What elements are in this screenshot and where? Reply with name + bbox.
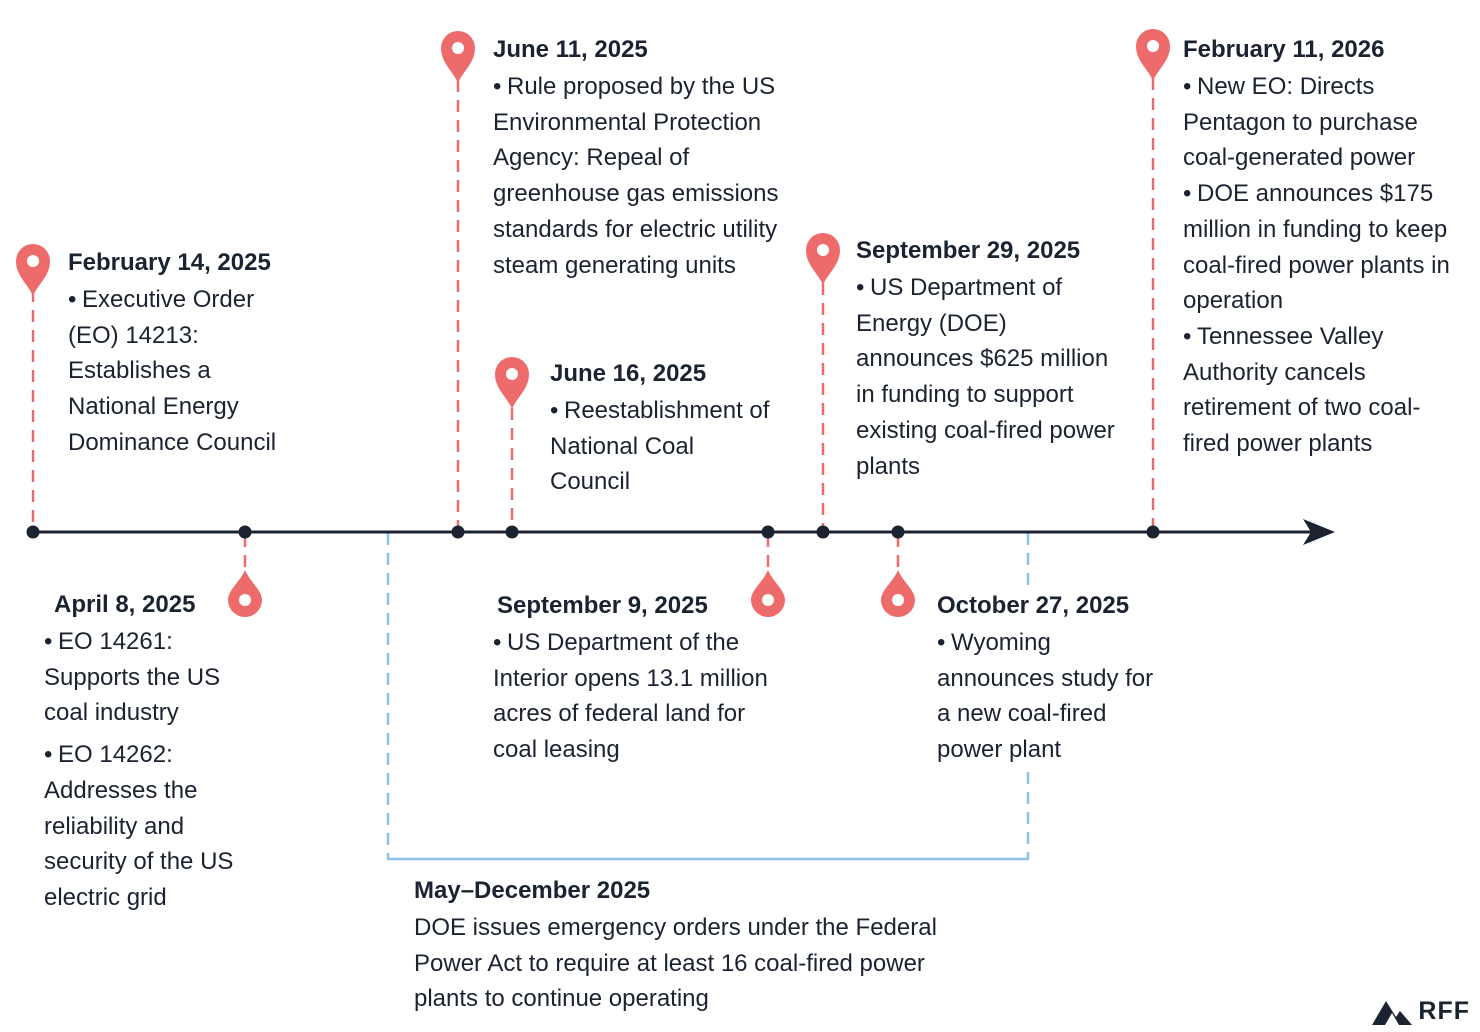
map-pin-icon	[16, 244, 50, 296]
event-2025-09-09	[493, 591, 768, 768]
bullet-dot: •	[937, 629, 946, 656]
event-bullet-text: Reestablishment of National Coal Council	[550, 397, 770, 496]
range-date: May–December 2025	[414, 877, 651, 904]
event-bullet-text: Executive Order (EO) 14213: Establishes a National Energy Dominance Council	[68, 286, 277, 456]
event-bullet	[493, 69, 783, 283]
event-bullet-text: US Department of the Interior opens 13.1 million acres of federal land for coal leasing	[493, 629, 768, 764]
bullet-dot: •	[44, 628, 53, 655]
event-bullet	[493, 625, 768, 768]
event-2025-04-08	[44, 590, 254, 916]
event-bullet-text: EO 14261: Supports the US coal industry	[44, 628, 221, 727]
event-2025-02-14	[68, 248, 298, 461]
bullet-dot: •	[1183, 73, 1192, 100]
event-bullet	[44, 737, 254, 916]
map-pin-icon	[495, 357, 529, 409]
event-2025-09-29	[856, 236, 1126, 484]
event-2026-02-11	[1183, 35, 1465, 462]
mountain-logo-icon	[1372, 999, 1412, 1025]
event-bullet-text: New EO: Directs Pentagon to purchase coal-generated power	[1183, 73, 1418, 172]
event-bullet	[856, 270, 1126, 484]
axis-dot	[762, 526, 775, 539]
event-bullet	[68, 282, 298, 461]
event-bullet-text: DOE announces $175 million in funding to keep coal-fired power plants in operation	[1183, 180, 1450, 315]
event-bullet-text: US Department of Energy (DOE) announces $625 million in funding to support existing coal-fired power plants	[856, 274, 1115, 480]
axis-dot	[239, 526, 252, 539]
bullet-dot: •	[493, 73, 502, 100]
axis-dot	[892, 526, 905, 539]
range-may-december-2025	[414, 876, 994, 1017]
event-date: April 8, 2025	[54, 591, 196, 618]
event-bullet	[1183, 319, 1465, 462]
bullet-dot: •	[1183, 322, 1192, 350]
axis-dot	[27, 526, 40, 539]
bullet-dot: •	[493, 629, 502, 656]
axis-dot	[506, 526, 519, 539]
bullet-dot: •	[44, 741, 53, 769]
event-bullet-text: Rule proposed by the US Environmental Protection Agency: Repeal of greenhouse gas emissions standards for electric utility steam generating units	[493, 73, 779, 279]
event-date: September 9, 2025	[497, 592, 708, 619]
event-bullet	[1183, 69, 1465, 176]
event-date: February 11, 2026	[1183, 36, 1385, 63]
bullet-dot: •	[1183, 180, 1192, 208]
event-date: June 16, 2025	[550, 360, 707, 387]
range-description: DOE issues emergency orders under the Federal Power Act to require at least 16 coal-fired power plants to continue operating	[414, 914, 937, 1013]
bullet-dot: •	[68, 286, 77, 313]
map-pin-icon	[441, 31, 475, 83]
rff-logo	[1372, 997, 1470, 1026]
event-date: June 11, 2025	[493, 36, 648, 63]
logo-text: RFF	[1418, 997, 1470, 1025]
event-date: February 14, 2025	[68, 249, 271, 276]
map-pin-icon	[881, 570, 915, 617]
event-2025-10-27	[937, 591, 1172, 768]
event-bullet	[44, 624, 254, 731]
event-2025-06-16	[550, 359, 775, 500]
event-2025-06-11	[493, 35, 783, 283]
event-bullet-text: Tennessee Valley Authority cancels retirement of two coal-fired power plants	[1183, 322, 1421, 458]
timeline-axis	[33, 519, 1335, 545]
bullet-dot: •	[856, 274, 865, 301]
event-date: October 27, 2025	[937, 592, 1130, 619]
axis-dot	[817, 526, 830, 539]
event-bullet-text: Wyoming announces study for a new coal-fired power plant	[937, 629, 1154, 764]
event-bullet	[937, 625, 1172, 768]
event-date: September 29, 2025	[856, 237, 1081, 264]
event-bullet	[1183, 176, 1465, 319]
event-bullet-text: EO 14262: Addresses the reliability and security of the US electric grid	[44, 741, 234, 911]
bullet-dot: •	[550, 397, 559, 424]
map-pin-icon	[1136, 29, 1170, 81]
axis-dot	[452, 526, 465, 539]
axis-dot	[1147, 526, 1160, 539]
event-bullet	[550, 393, 775, 500]
map-pin-icon	[806, 233, 840, 285]
